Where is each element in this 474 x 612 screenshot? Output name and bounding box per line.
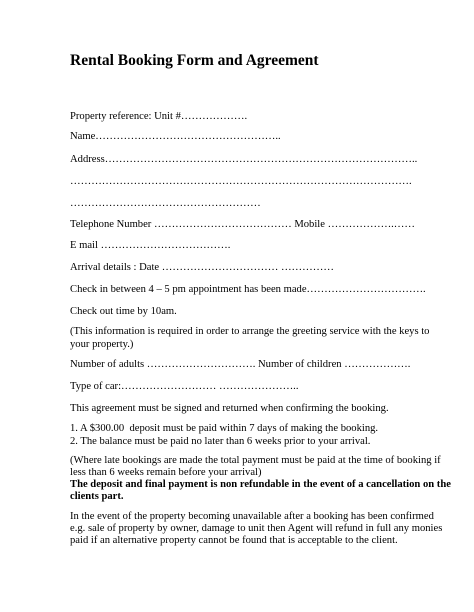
late-booking-note-line-2: less than 6 weeks remain before your arrival): [70, 467, 262, 478]
check-in-field[interactable]: Check in between 4 – 5 pm appointment has been made…………………………….: [70, 284, 426, 295]
greeting-note-line-1: (This information is required in order to arrange the greeting service with the keys to: [70, 326, 430, 337]
check-out-text: Check out time by 10am.: [70, 306, 177, 317]
unavailable-clause-line-3: paid if an alternative property cannot be found that is acceptable to the client.: [70, 535, 398, 546]
unavailable-clause-line-1: In the event of the property becoming unavailable after a booking has been confirmed: [70, 511, 434, 522]
greeting-note-line-2: your property.): [70, 339, 134, 350]
telephone-mobile-field[interactable]: Telephone Number ………………………………… Mobile ……………….……: [70, 219, 415, 230]
name-field[interactable]: Name……………………………………………..: [70, 131, 281, 142]
term-balance: 2. The balance must be paid no later than 6 weeks prior to your arrival.: [70, 436, 371, 447]
adults-children-field[interactable]: Number of adults …………………………. Number of children ……………….: [70, 359, 411, 370]
property-reference-field[interactable]: Property reference: Unit #……………….: [70, 111, 248, 122]
address-field-line-3[interactable]: ………………………………………………: [70, 198, 261, 209]
document-title: Rental Booking Form and Agreement: [70, 52, 319, 69]
late-booking-note-line-1: (Where late bookings are made the total payment must be paid at the time of booking if: [70, 455, 441, 466]
unavailable-clause-line-2: e.g. sale of property by owner, damage to unit then Agent will refund in full any monies: [70, 523, 443, 534]
car-type-field[interactable]: Type of car:……………………… …………………..: [70, 381, 299, 392]
arrival-details-field[interactable]: Arrival details : Date …………………………… ……………: [70, 262, 334, 273]
address-field-line-2[interactable]: …………………………………………………………………………………….: [70, 176, 412, 187]
email-field[interactable]: E mail ……………………………….: [70, 240, 231, 251]
non-refundable-warning-line-2: clients part.: [70, 491, 124, 502]
signed-notice: This agreement must be signed and returned when confirming the booking.: [70, 403, 389, 414]
term-deposit: 1. A $300.00 deposit must be paid within 7 days of making the booking.: [70, 423, 379, 434]
non-refundable-warning-line-1: The deposit and final payment is non refundable in the event of a cancellation on the: [70, 479, 451, 490]
address-field-line-1[interactable]: Address……………………………………………………………………………..: [70, 154, 418, 165]
